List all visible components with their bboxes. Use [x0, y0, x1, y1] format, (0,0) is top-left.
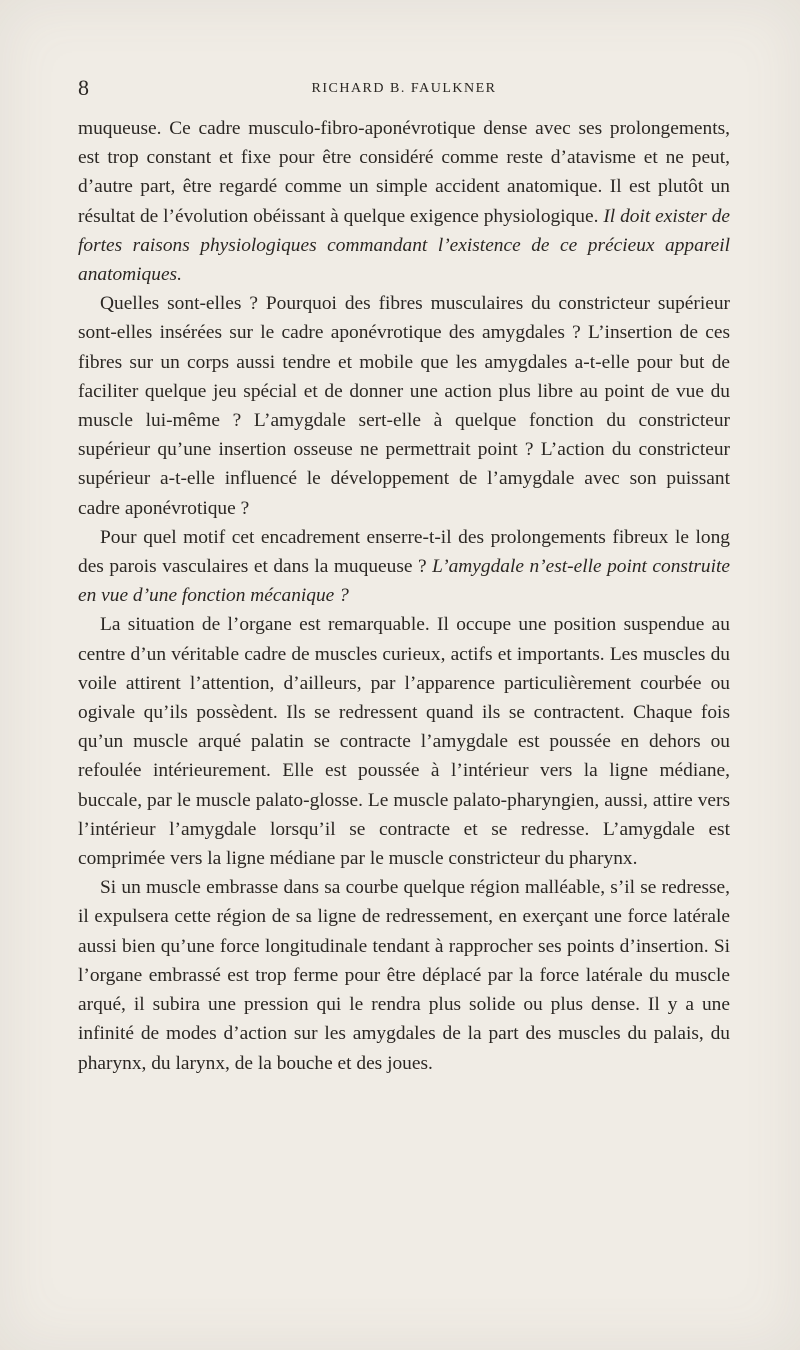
paragraph-2-text: Quelles sont-elles ? Pourquoi des fibres musculaires du constricteur supérieur sont-elles insérées sur le cadre aponévrotique des amygdales ? L’insertion de ces fibres sur un corps aussi tendre et mobile que les amygdales a-t-elle pour but de faciliter quelque jeu spécial et de donner une action plus libre au point de vue du muscle lui-même ? L’amygdale sert-elle à quelque fonction du constricteur supérieur qu’une insertion osseuse ne permettrait point ? L’action du constricteur supérieur a-t-elle influencé le développement de l’amygdale avec son puissant cadre aponévrotique ?: [78, 293, 730, 519]
paragraph-3-text: Pour quel motif cet encadrement enserre-t-il des prolongements fibreux le long des parois vasculaires et dans la muqueuse ?: [78, 526, 730, 578]
running-head: RICHARD B. FAULKNER: [311, 81, 497, 96]
paragraph-4: [78, 610, 730, 873]
paragraph-2: [78, 289, 730, 523]
body-text: [78, 114, 730, 1078]
paragraph-1-italic: Il doit exister de fortes raisons physiologiques commandant l’existence de ce précieux appareil anatomiques.: [78, 205, 730, 286]
paragraph-5: [78, 873, 730, 1077]
paragraph-3: [78, 523, 730, 611]
paragraph-5-text: Si un muscle embrasse dans sa courbe quelque région malléable, s’il se redresse, il expulsera cette région de sa ligne de redressement, en exerçant une force latérale aussi bien qu’une force longitudinale tendant à rapprocher ses points d’insertion. Si l’organe embrassé est trop ferme pour être déplacé par la force latérale du muscle arqué, il subira une pression qui le rendra plus solide ou plus dense. Il y a une infinité de modes d’action sur les amygdales de la part des muscles du palais, du pharynx, du larynx, de la bouche et des joues.: [78, 877, 730, 1074]
paragraph-1-text: muqueuse. Ce cadre musculo-fibro-aponévrotique dense avec ses prolongements, est trop constant et fixe pour être considéré comme reste d’atavisme et ne peut, d’autre part, être regardé comme un simple accident anatomique. Il est plutôt un résultat de l’évolution obéissant à quelque exigence physiologique.: [78, 118, 730, 227]
paragraph-1: [78, 114, 730, 289]
page-number: 8: [78, 75, 89, 100]
paragraph-4-text: La situation de l’organe est remarquable. Il occupe une position suspendue au centre d’un véritable cadre de muscles curieux, actifs et importants. Les muscles du voile attirent l’attention, d’ailleurs, par l’apparence particulièrement courbée ou ogivale qu’ils possèdent. Ils se redressent quand ils se contractent. Chaque fois qu’un muscle arqué palatin se contracte l’amygdale est poussée en dehors ou refoulée intérieurement. Elle est poussée à l’intérieur vers la ligne médiane, buccale, par le muscle palato-glosse. Le muscle palato-pharyngien, aussi, attire vers l’intérieur l’amygdale lorsqu’il se contracte et se redresse. L’amygdale est comprimée vers la ligne médiane par le muscle constricteur du pharynx.: [78, 614, 730, 870]
page-header: [78, 75, 730, 105]
paragraph-3-italic: L’amygdale n’est-elle point construite en vue d’une fonction mécanique ?: [78, 556, 730, 607]
